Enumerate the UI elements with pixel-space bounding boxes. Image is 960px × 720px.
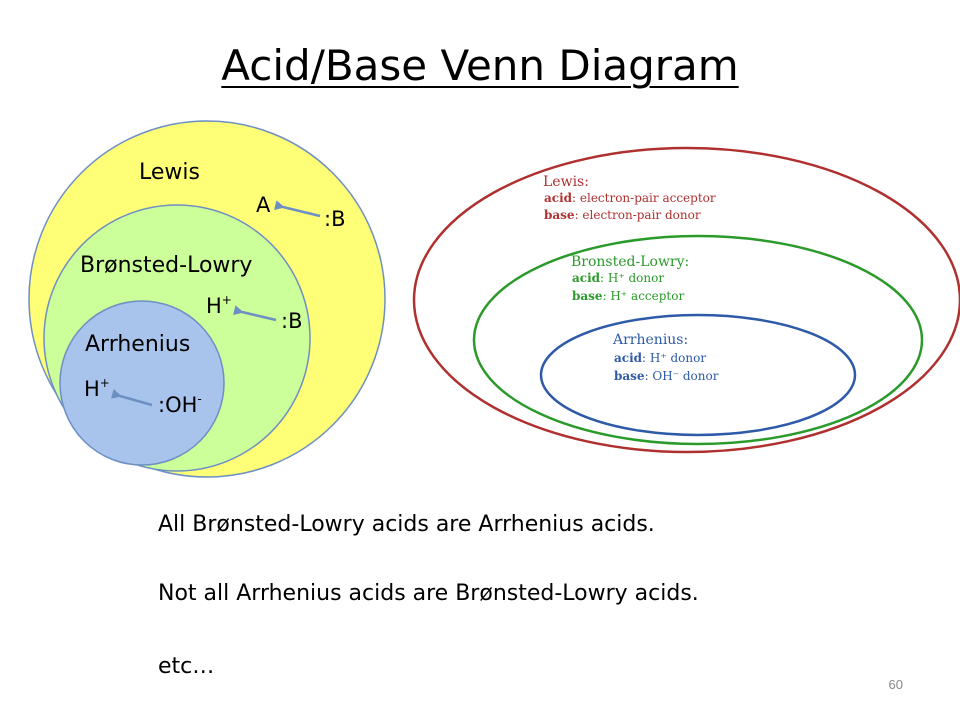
bronsted-base-symbol: :B — [281, 309, 303, 333]
lewis-base-definition: base: electron-pair donor — [544, 208, 701, 222]
lewis-acid-symbol: A — [256, 193, 271, 217]
arrhenius-base-definition: base: OH⁻ donor — [614, 369, 719, 383]
arrhenius-heading: Arrhenius: — [613, 332, 689, 348]
bronsted-base-definition: base: H⁺ acceptor — [572, 289, 685, 303]
bronsted-heading: Bronsted-Lowry: — [571, 254, 690, 270]
lewis-definition — [543, 174, 716, 222]
bronsted-acid-definition: acid: H⁺ donor — [572, 271, 665, 285]
arrhenius-acid-definition: acid: H⁺ donor — [614, 351, 707, 365]
right-venn — [414, 148, 960, 452]
lewis-label: Lewis — [139, 160, 200, 185]
statement-3: etc… — [158, 654, 215, 679]
arrhenius-definition — [612, 332, 719, 383]
bronsted-definition — [571, 254, 689, 303]
slide-title-text: Acid/Base Venn Diagram — [221, 41, 739, 90]
arrhenius-label: Arrhenius — [85, 332, 191, 357]
statement-2: Not all Arrhenius acids are Brønsted-Lowry acids. — [158, 581, 699, 606]
left-venn — [29, 121, 385, 477]
page-number: 60 — [888, 677, 903, 692]
lewis-heading: Lewis: — [543, 174, 589, 190]
arrhenius-acid-symbol: H+ — [84, 376, 110, 401]
bronsted-lowry-ellipse — [474, 236, 922, 444]
statement-1: All Brønsted-Lowry acids are Arrhenius acids. — [158, 512, 655, 537]
bronsted-lowry-label: Brønsted-Lowry — [80, 253, 253, 278]
lewis-base-symbol: :B — [324, 207, 346, 231]
lewis-acid-definition: acid: electron-pair acceptor — [544, 191, 716, 205]
bronsted-acid-symbol: H+ — [206, 293, 232, 318]
arrhenius-base-symbol: :OH- — [158, 392, 202, 417]
